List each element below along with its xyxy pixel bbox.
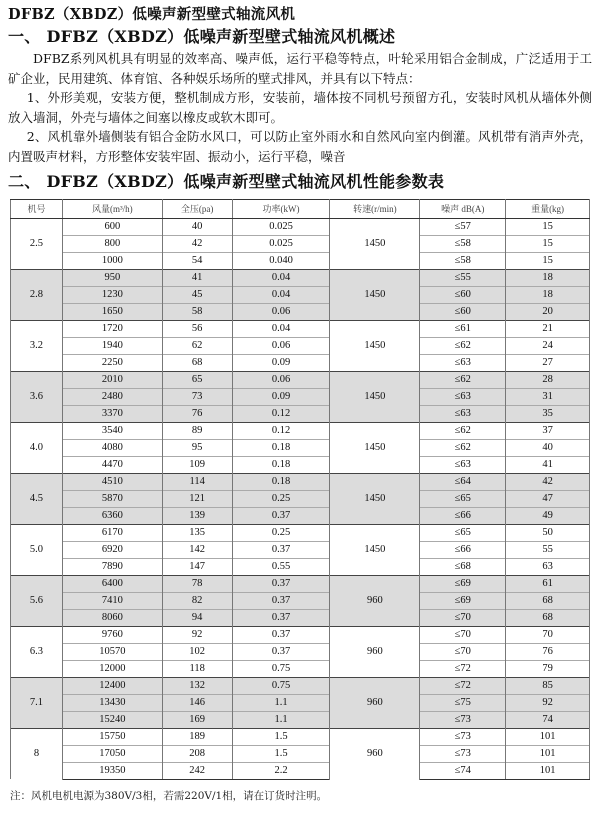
- power-cell: 0.09: [232, 354, 330, 371]
- airflow-cell: 1230: [62, 286, 162, 303]
- noise-cell: ≤73: [420, 745, 506, 762]
- noise-cell: ≤63: [420, 405, 506, 422]
- airflow-cell: 7890: [62, 558, 162, 575]
- weight-cell: 76: [506, 643, 590, 660]
- table-row: [11, 609, 590, 626]
- power-cell: 0.18: [232, 456, 330, 473]
- table-row: [11, 626, 590, 643]
- noise-cell: ≤63: [420, 456, 506, 473]
- pressure-cell: 92: [162, 626, 232, 643]
- table-row: [11, 371, 590, 388]
- model-cell: 2.5: [11, 218, 63, 269]
- table-row: [11, 388, 590, 405]
- pressure-cell: 169: [162, 711, 232, 728]
- model-cell: 4.0: [11, 422, 63, 473]
- table-row: [11, 303, 590, 320]
- weight-cell: 68: [506, 592, 590, 609]
- airflow-cell: 1650: [62, 303, 162, 320]
- pressure-cell: 118: [162, 660, 232, 677]
- table-row: [11, 252, 590, 269]
- airflow-cell: 2010: [62, 371, 162, 388]
- pressure-cell: 147: [162, 558, 232, 575]
- pressure-cell: 132: [162, 677, 232, 694]
- document-title: DFBZ（XBDZ）低噪声新型壁式轴流风机: [8, 6, 296, 23]
- footnote: 注：风机电机电源为380V/3相，若需220V/1相，请在订货时注明。: [10, 789, 328, 802]
- table-row: [11, 422, 590, 439]
- pressure-cell: 65: [162, 371, 232, 388]
- airflow-cell: 1000: [62, 252, 162, 269]
- noise-cell: ≤62: [420, 337, 506, 354]
- noise-cell: ≤70: [420, 609, 506, 626]
- table-row: [11, 286, 590, 303]
- table-row: [11, 728, 590, 745]
- weight-cell: 35: [506, 405, 590, 422]
- table-row: [11, 405, 590, 422]
- airflow-cell: 13430: [62, 694, 162, 711]
- power-cell: 0.25: [232, 490, 330, 507]
- airflow-cell: 12400: [62, 677, 162, 694]
- table-row: [11, 507, 590, 524]
- pressure-cell: 189: [162, 728, 232, 745]
- pressure-cell: 89: [162, 422, 232, 439]
- noise-cell: ≤58: [420, 235, 506, 252]
- table-row: [11, 320, 590, 337]
- column-header-noise: 噪声 dB(A): [420, 199, 506, 218]
- noise-cell: ≤65: [420, 490, 506, 507]
- speed-cell: 1450: [330, 473, 420, 524]
- noise-cell: ≤62: [420, 371, 506, 388]
- airflow-cell: 1940: [62, 337, 162, 354]
- table-header-row: [11, 199, 590, 218]
- noise-cell: ≤60: [420, 303, 506, 320]
- noise-cell: ≤55: [420, 269, 506, 286]
- pressure-cell: 45: [162, 286, 232, 303]
- model-cell: 5.0: [11, 524, 63, 575]
- weight-cell: 50: [506, 524, 590, 541]
- speed-cell: 1450: [330, 422, 420, 473]
- noise-cell: ≤58: [420, 252, 506, 269]
- pressure-cell: 95: [162, 439, 232, 456]
- table-row: [11, 524, 590, 541]
- model-cell: 4.5: [11, 473, 63, 524]
- table-row: [11, 541, 590, 558]
- weight-cell: 28: [506, 371, 590, 388]
- pressure-cell: 121: [162, 490, 232, 507]
- noise-cell: ≤75: [420, 694, 506, 711]
- weight-cell: 21: [506, 320, 590, 337]
- speed-cell: 960: [330, 728, 420, 779]
- table-row: [11, 660, 590, 677]
- model-cell: 8: [11, 728, 63, 779]
- power-cell: 1.1: [232, 711, 330, 728]
- table-row: [11, 558, 590, 575]
- noise-cell: ≤69: [420, 592, 506, 609]
- pressure-cell: 114: [162, 473, 232, 490]
- noise-cell: ≤72: [420, 677, 506, 694]
- intro-paragraph: DFBZ系列风机具有明显的效率高、噪声低，运行平稳等特点，叶轮采用铝合金制成，广泛适用于工矿企业，民用建筑、体育馆、各种娱乐场所的壁式排风，并具有以下特点：: [8, 51, 592, 86]
- table-row: [11, 337, 590, 354]
- power-cell: 0.37: [232, 626, 330, 643]
- airflow-cell: 5870: [62, 490, 162, 507]
- airflow-cell: 12000: [62, 660, 162, 677]
- power-cell: 0.75: [232, 660, 330, 677]
- column-header-speed: 转速(r/min): [330, 199, 420, 218]
- pressure-cell: 142: [162, 541, 232, 558]
- weight-cell: 68: [506, 609, 590, 626]
- weight-cell: 37: [506, 422, 590, 439]
- pressure-cell: 56: [162, 320, 232, 337]
- power-cell: 0.04: [232, 286, 330, 303]
- airflow-cell: 19350: [62, 762, 162, 779]
- weight-cell: 27: [506, 354, 590, 371]
- airflow-cell: 2250: [62, 354, 162, 371]
- model-cell: 7.1: [11, 677, 63, 728]
- weight-cell: 24: [506, 337, 590, 354]
- column-header-weight: 重量(kg): [506, 199, 590, 218]
- pressure-cell: 135: [162, 524, 232, 541]
- airflow-cell: 4470: [62, 456, 162, 473]
- noise-cell: ≤73: [420, 711, 506, 728]
- power-cell: 0.37: [232, 541, 330, 558]
- airflow-cell: 15750: [62, 728, 162, 745]
- power-cell: 0.12: [232, 405, 330, 422]
- power-cell: 0.09: [232, 388, 330, 405]
- power-cell: 0.06: [232, 337, 330, 354]
- noise-cell: ≤63: [420, 388, 506, 405]
- airflow-cell: 9760: [62, 626, 162, 643]
- weight-cell: 18: [506, 269, 590, 286]
- weight-cell: 42: [506, 473, 590, 490]
- table-row: [11, 490, 590, 507]
- weight-cell: 92: [506, 694, 590, 711]
- weight-cell: 61: [506, 575, 590, 592]
- noise-cell: ≤65: [420, 524, 506, 541]
- power-cell: 0.37: [232, 643, 330, 660]
- weight-cell: 41: [506, 456, 590, 473]
- airflow-cell: 10570: [62, 643, 162, 660]
- power-cell: 0.37: [232, 507, 330, 524]
- section-heading-parameters: 二、 DFBZ（XBDZ）低噪声新型壁式轴流风机性能参数表: [8, 171, 445, 191]
- weight-cell: 49: [506, 507, 590, 524]
- noise-cell: ≤72: [420, 660, 506, 677]
- column-header-pressure: 全压(pa): [162, 199, 232, 218]
- noise-cell: ≤60: [420, 286, 506, 303]
- airflow-cell: 800: [62, 235, 162, 252]
- noise-cell: ≤66: [420, 541, 506, 558]
- noise-cell: ≤63: [420, 354, 506, 371]
- pressure-cell: 146: [162, 694, 232, 711]
- power-cell: 0.06: [232, 371, 330, 388]
- table-row: [11, 592, 590, 609]
- speed-cell: 960: [330, 575, 420, 626]
- model-cell: 3.2: [11, 320, 63, 371]
- power-cell: 0.55: [232, 558, 330, 575]
- speed-cell: 1450: [330, 269, 420, 320]
- weight-cell: 18: [506, 286, 590, 303]
- speed-cell: 1450: [330, 218, 420, 269]
- table-row: [11, 235, 590, 252]
- table-row: [11, 456, 590, 473]
- model-cell: 6.3: [11, 626, 63, 677]
- pressure-cell: 242: [162, 762, 232, 779]
- weight-cell: 15: [506, 235, 590, 252]
- pressure-cell: 41: [162, 269, 232, 286]
- airflow-cell: 3540: [62, 422, 162, 439]
- power-cell: 0.18: [232, 473, 330, 490]
- airflow-cell: 3370: [62, 405, 162, 422]
- airflow-cell: 600: [62, 218, 162, 235]
- airflow-cell: 6360: [62, 507, 162, 524]
- noise-cell: ≤73: [420, 728, 506, 745]
- pressure-cell: 139: [162, 507, 232, 524]
- weight-cell: 55: [506, 541, 590, 558]
- noise-cell: ≤69: [420, 575, 506, 592]
- table-row: [11, 354, 590, 371]
- pressure-cell: 94: [162, 609, 232, 626]
- airflow-cell: 15240: [62, 711, 162, 728]
- airflow-cell: 7410: [62, 592, 162, 609]
- power-cell: 0.06: [232, 303, 330, 320]
- power-cell: 0.025: [232, 235, 330, 252]
- noise-cell: ≤57: [420, 218, 506, 235]
- pressure-cell: 73: [162, 388, 232, 405]
- table-row: [11, 218, 590, 235]
- column-header-airflow: 风量(m³/h): [62, 199, 162, 218]
- weight-cell: 47: [506, 490, 590, 507]
- pressure-cell: 82: [162, 592, 232, 609]
- airflow-cell: 6170: [62, 524, 162, 541]
- power-cell: 0.040: [232, 252, 330, 269]
- airflow-cell: 4080: [62, 439, 162, 456]
- table-row: [11, 643, 590, 660]
- power-cell: 1.5: [232, 745, 330, 762]
- speed-cell: 960: [330, 677, 420, 728]
- pressure-cell: 62: [162, 337, 232, 354]
- pressure-cell: 40: [162, 218, 232, 235]
- power-cell: 0.04: [232, 320, 330, 337]
- noise-cell: ≤68: [420, 558, 506, 575]
- model-cell: 2.8: [11, 269, 63, 320]
- speed-cell: 1450: [330, 320, 420, 371]
- airflow-cell: 6400: [62, 575, 162, 592]
- weight-cell: 74: [506, 711, 590, 728]
- noise-cell: ≤70: [420, 626, 506, 643]
- table-row: [11, 745, 590, 762]
- weight-cell: 79: [506, 660, 590, 677]
- airflow-cell: 8060: [62, 609, 162, 626]
- noise-cell: ≤70: [420, 643, 506, 660]
- pressure-cell: 54: [162, 252, 232, 269]
- noise-cell: ≤62: [420, 439, 506, 456]
- model-cell: 5.6: [11, 575, 63, 626]
- noise-cell: ≤64: [420, 473, 506, 490]
- power-cell: 0.37: [232, 575, 330, 592]
- table-row: [11, 677, 590, 694]
- pressure-cell: 102: [162, 643, 232, 660]
- weight-cell: 15: [506, 252, 590, 269]
- power-cell: 2.2: [232, 762, 330, 779]
- power-cell: 0.75: [232, 677, 330, 694]
- pressure-cell: 58: [162, 303, 232, 320]
- airflow-cell: 6920: [62, 541, 162, 558]
- table-body: [11, 218, 590, 779]
- model-cell: 3.6: [11, 371, 63, 422]
- table-row: [11, 473, 590, 490]
- pressure-cell: 208: [162, 745, 232, 762]
- airflow-cell: 2480: [62, 388, 162, 405]
- speed-cell: 1450: [330, 524, 420, 575]
- weight-cell: 101: [506, 728, 590, 745]
- power-cell: 0.18: [232, 439, 330, 456]
- speed-cell: 1450: [330, 371, 420, 422]
- feature-point-2: 2、风机靠外墙侧装有铝合金防水风口，可以防止室外雨水和自然风向室内倒灌。风机带有消声外壳，内置吸声材料，方形整体安装牢固、振动小，运行平稳，噪音: [8, 129, 592, 164]
- table-row: [11, 269, 590, 286]
- pressure-cell: 76: [162, 405, 232, 422]
- weight-cell: 15: [506, 218, 590, 235]
- table-row: [11, 439, 590, 456]
- noise-cell: ≤61: [420, 320, 506, 337]
- power-cell: 0.12: [232, 422, 330, 439]
- weight-cell: 101: [506, 745, 590, 762]
- column-header-power: 功率(kW): [232, 199, 330, 218]
- power-cell: 0.025: [232, 218, 330, 235]
- weight-cell: 31: [506, 388, 590, 405]
- section-heading-overview: 一、 DFBZ（XBDZ）低噪声新型壁式轴流风机概述: [8, 27, 396, 46]
- pressure-cell: 109: [162, 456, 232, 473]
- weight-cell: 85: [506, 677, 590, 694]
- power-cell: 0.04: [232, 269, 330, 286]
- parameter-table: [10, 199, 590, 780]
- airflow-cell: 4510: [62, 473, 162, 490]
- noise-cell: ≤62: [420, 422, 506, 439]
- table-row: [11, 711, 590, 728]
- pressure-cell: 78: [162, 575, 232, 592]
- table-row: [11, 575, 590, 592]
- weight-cell: 70: [506, 626, 590, 643]
- weight-cell: 20: [506, 303, 590, 320]
- table-row: [11, 762, 590, 779]
- pressure-cell: 68: [162, 354, 232, 371]
- weight-cell: 63: [506, 558, 590, 575]
- airflow-cell: 950: [62, 269, 162, 286]
- feature-point-1: 1、外形美观，安装方便，整机制成方形，安装前，墙体按不同机号预留方孔，安装时风机从墙体外侧放入墙洞，外壳与墙体之间塞以橡皮或软木即可。: [8, 90, 592, 125]
- power-cell: 1.5: [232, 728, 330, 745]
- noise-cell: ≤74: [420, 762, 506, 779]
- noise-cell: ≤66: [420, 507, 506, 524]
- speed-cell: 960: [330, 626, 420, 677]
- power-cell: 0.25: [232, 524, 330, 541]
- power-cell: 0.37: [232, 592, 330, 609]
- table-row: [11, 694, 590, 711]
- airflow-cell: 1720: [62, 320, 162, 337]
- airflow-cell: 17050: [62, 745, 162, 762]
- weight-cell: 101: [506, 762, 590, 779]
- weight-cell: 40: [506, 439, 590, 456]
- power-cell: 0.37: [232, 609, 330, 626]
- power-cell: 1.1: [232, 694, 330, 711]
- pressure-cell: 42: [162, 235, 232, 252]
- column-header-model: 机号: [11, 199, 63, 218]
